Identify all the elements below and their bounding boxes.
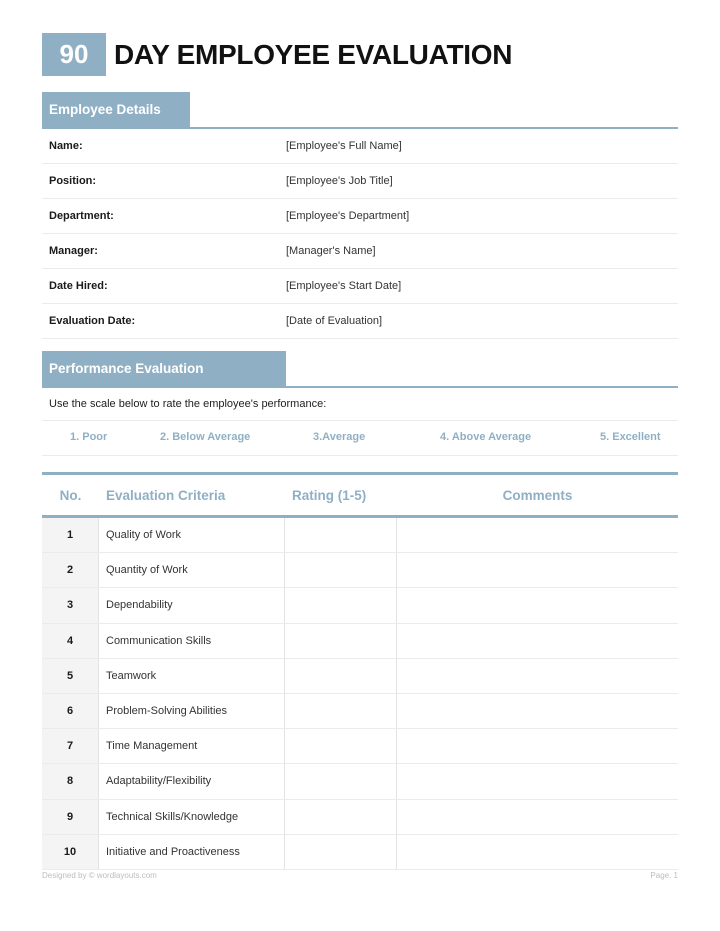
row-number: 8: [42, 764, 99, 798]
detail-row-name: [42, 129, 678, 164]
detail-row-date-hired: [42, 269, 678, 304]
row-number: 5: [42, 659, 99, 693]
table-row: [42, 588, 678, 623]
scale-item-excellent: 5. Excellent: [600, 431, 661, 443]
row-number: 7: [42, 729, 99, 763]
employee-details-heading: Employee Details: [42, 92, 190, 127]
comments-cell[interactable]: [397, 624, 678, 658]
detail-value[interactable]: [Employee's Full Name]: [286, 140, 402, 152]
detail-value[interactable]: [Employee's Department]: [286, 210, 410, 222]
rating-cell[interactable]: [285, 518, 397, 552]
table-row: [42, 659, 678, 694]
table-row: [42, 764, 678, 799]
title-text: DAY EMPLOYEE EVALUATION: [114, 38, 513, 70]
row-criteria: Quantity of Work: [99, 553, 285, 587]
table-header: [42, 475, 678, 518]
comments-cell[interactable]: [397, 518, 678, 552]
scale-item-above-average: 4. Above Average: [440, 431, 532, 443]
detail-value[interactable]: [Employee's Job Title]: [286, 175, 393, 187]
comments-cell[interactable]: [397, 729, 678, 763]
detail-value[interactable]: [Manager's Name]: [286, 245, 376, 257]
detail-row-department: [42, 199, 678, 234]
table-row: [42, 553, 678, 588]
row-criteria: Technical Skills/Knowledge: [99, 800, 285, 834]
rating-cell[interactable]: [285, 694, 397, 728]
row-number: 4: [42, 624, 99, 658]
rating-cell[interactable]: [285, 764, 397, 798]
row-criteria: Communication Skills: [99, 624, 285, 658]
scale-item-average: 3.Average: [313, 431, 366, 443]
table-row: [42, 835, 678, 870]
rating-cell[interactable]: [285, 729, 397, 763]
detail-label: Department:: [49, 210, 114, 222]
row-criteria: Adaptability/Flexibility: [99, 764, 285, 798]
detail-label: Date Hired:: [49, 280, 108, 292]
row-criteria: Problem-Solving Abilities: [99, 694, 285, 728]
title-badge: 90: [42, 33, 106, 76]
footer-credit: Designed by © wordlayouts.com: [42, 871, 157, 880]
row-number: 3: [42, 588, 99, 622]
table-row: [42, 800, 678, 835]
header-rating: Rating (1-5): [292, 487, 367, 503]
table-row: [42, 624, 678, 659]
comments-cell[interactable]: [397, 659, 678, 693]
scale-instruction: Use the scale below to rate the employee's performance:: [49, 398, 327, 410]
row-criteria: Dependability: [99, 588, 285, 622]
comments-cell[interactable]: [397, 800, 678, 834]
footer-page-number: Page. 1: [650, 871, 678, 880]
detail-label: Evaluation Date:: [49, 315, 136, 327]
detail-label: Manager:: [49, 245, 98, 257]
rating-cell[interactable]: [285, 624, 397, 658]
detail-row-position: [42, 164, 678, 199]
rating-cell[interactable]: [285, 588, 397, 622]
header-no: No.: [59, 487, 82, 503]
row-criteria: Teamwork: [99, 659, 285, 693]
employee-details-table: [42, 129, 678, 339]
performance-heading: Performance Evaluation: [42, 351, 286, 386]
row-number: 1: [42, 518, 99, 552]
comments-cell[interactable]: [397, 764, 678, 798]
detail-row-evaluation-date: [42, 304, 678, 339]
header-criteria: Evaluation Criteria: [106, 487, 226, 503]
rating-cell[interactable]: [285, 835, 397, 869]
detail-value[interactable]: [Date of Evaluation]: [286, 315, 383, 327]
table-row: [42, 729, 678, 764]
row-number: 2: [42, 553, 99, 587]
detail-label: Position:: [49, 175, 97, 187]
evaluation-table: [42, 472, 678, 870]
detail-value[interactable]: [Employee's Start Date]: [286, 280, 402, 292]
scale-item-poor: 1. Poor: [70, 431, 108, 443]
document-title: [42, 33, 512, 76]
scale-item-below-average: 2. Below Average: [160, 431, 251, 443]
header-comments: Comments: [502, 487, 573, 503]
table-row: [42, 694, 678, 729]
row-criteria: Time Management: [99, 729, 285, 763]
row-number: 9: [42, 800, 99, 834]
comments-cell[interactable]: [397, 588, 678, 622]
rating-cell[interactable]: [285, 553, 397, 587]
comments-cell[interactable]: [397, 553, 678, 587]
comments-cell[interactable]: [397, 694, 678, 728]
comments-cell[interactable]: [397, 835, 678, 869]
row-number: 6: [42, 694, 99, 728]
divider: [42, 420, 678, 421]
row-criteria: Quality of Work: [99, 518, 285, 552]
row-criteria: Initiative and Proactiveness: [99, 835, 285, 869]
row-number: 10: [42, 835, 99, 869]
detail-label: Name:: [49, 140, 83, 152]
divider: [42, 455, 678, 456]
employee-details-header: [42, 92, 678, 129]
rating-cell[interactable]: [285, 659, 397, 693]
detail-row-manager: [42, 234, 678, 269]
rating-cell[interactable]: [285, 800, 397, 834]
performance-header: [42, 351, 678, 388]
table-row: [42, 518, 678, 553]
